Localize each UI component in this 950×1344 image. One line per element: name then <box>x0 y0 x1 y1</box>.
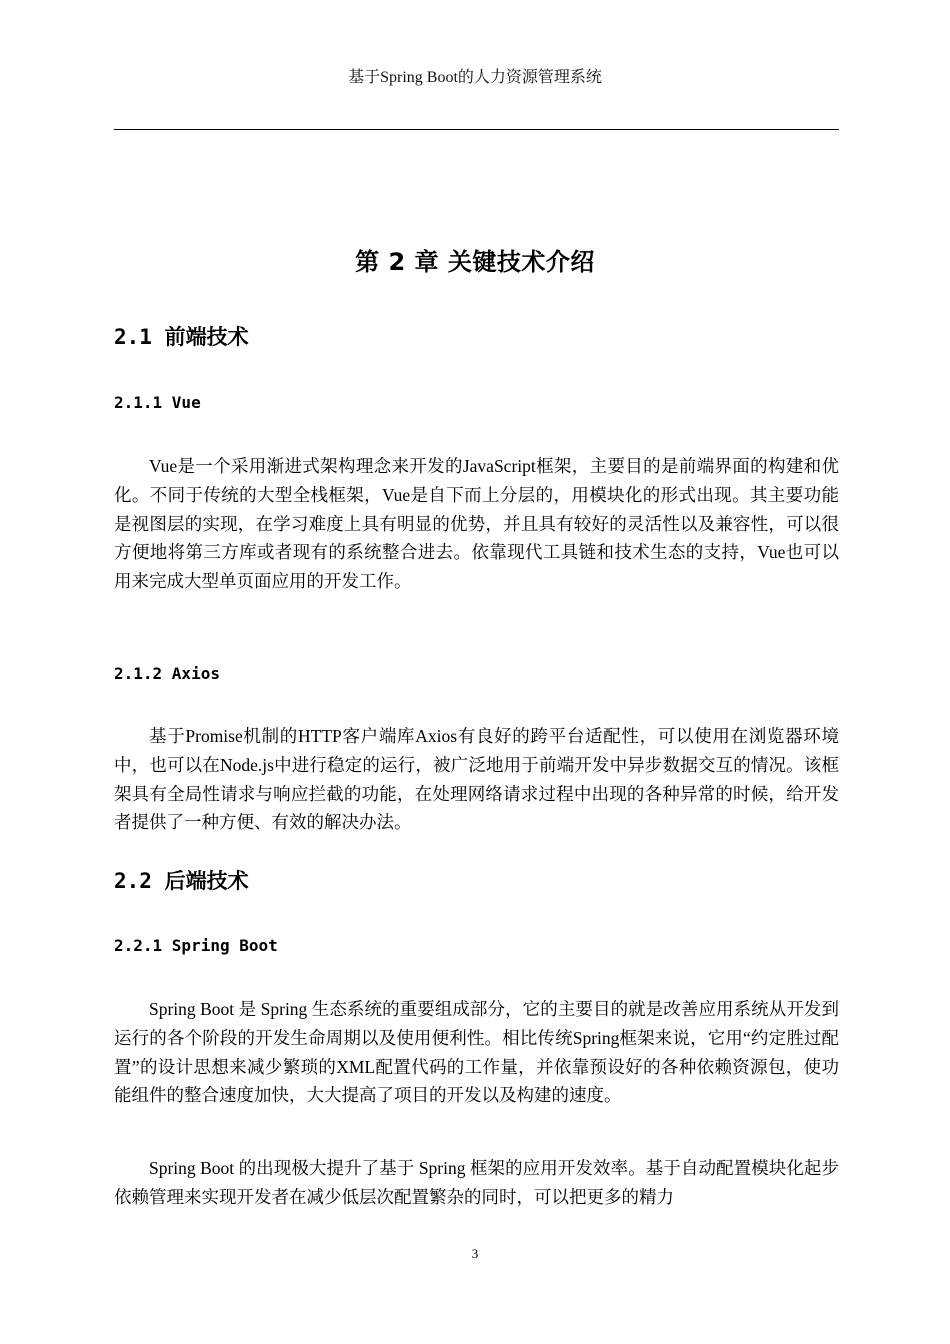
subsection-heading-spring-boot: 2.2.1 Spring Boot <box>114 936 278 955</box>
paragraph-spring-boot-intro: Spring Boot 是 Spring 生态系统的重要组成部分，它的主要目的就是改善应用系统从开发到运行的各个阶段的开发生命周期以及使用便利性。相比传统Spring框架来说，它用“约定胜过配置”的设计思想来减少繁琐的XML配置代码的工作量，并依靠预设好的各种依赖资源包，使功能组件的整合速度加快，大大提高了项目的开发以及构建的速度。 <box>114 999 839 1106</box>
page-number: 3 <box>471 1246 479 1261</box>
header-divider <box>114 129 839 130</box>
section-heading-backend: 2.2 后端技术 <box>114 869 249 893</box>
paragraph-axios: 基于Promise机制的HTTP客户端库Axios有良好的跨平台适配性，可以使用在浏览器环境中，也可以在Node.js中进行稳定的运行，被广泛地用于前端开发中异步数据交互的情况。该框架具有全局性请求与响应拦截的功能，在处理网络请求过程中出现的各种异常的时候，给开发者提供了一种方便、有效的解决办法。 <box>114 726 839 833</box>
running-header: 基于Spring Boot的人力资源管理系统 <box>348 69 602 86</box>
subsection-heading-axios: 2.1.2 Axios <box>114 664 220 683</box>
paragraph-vue: Vue是一个采用渐进式架构理念来开发的JavaScript框架，主要目的是前端界面的构建和优化。不同于传统的大型全栈框架，Vue是自下而上分层的，用模块化的形式出现。其主要功能是视图层的实现，在学习难度上具有明显的优势，并且具有较好的灵活性以及兼容性，可以很方便地将第三方库或者现有的系统整合进去。依靠现代工具链和技术生态的支持，Vue也可以用来完成大型单页面应用的开发工作。 <box>114 456 839 592</box>
paragraph-spring-boot-efficiency: Spring Boot 的出现极大提升了基于 Spring 框架的应用开发效率。基于自动配置模块化起步依赖管理来实现开发者在减少低层次配置繁杂的同时，可以把更多的精力 <box>114 1158 839 1207</box>
chapter-title: 第 2 章 关键技术介绍 <box>355 248 595 276</box>
subsection-heading-vue: 2.1.1 Vue <box>114 393 201 412</box>
section-heading-frontend: 2.1 前端技术 <box>114 325 249 349</box>
